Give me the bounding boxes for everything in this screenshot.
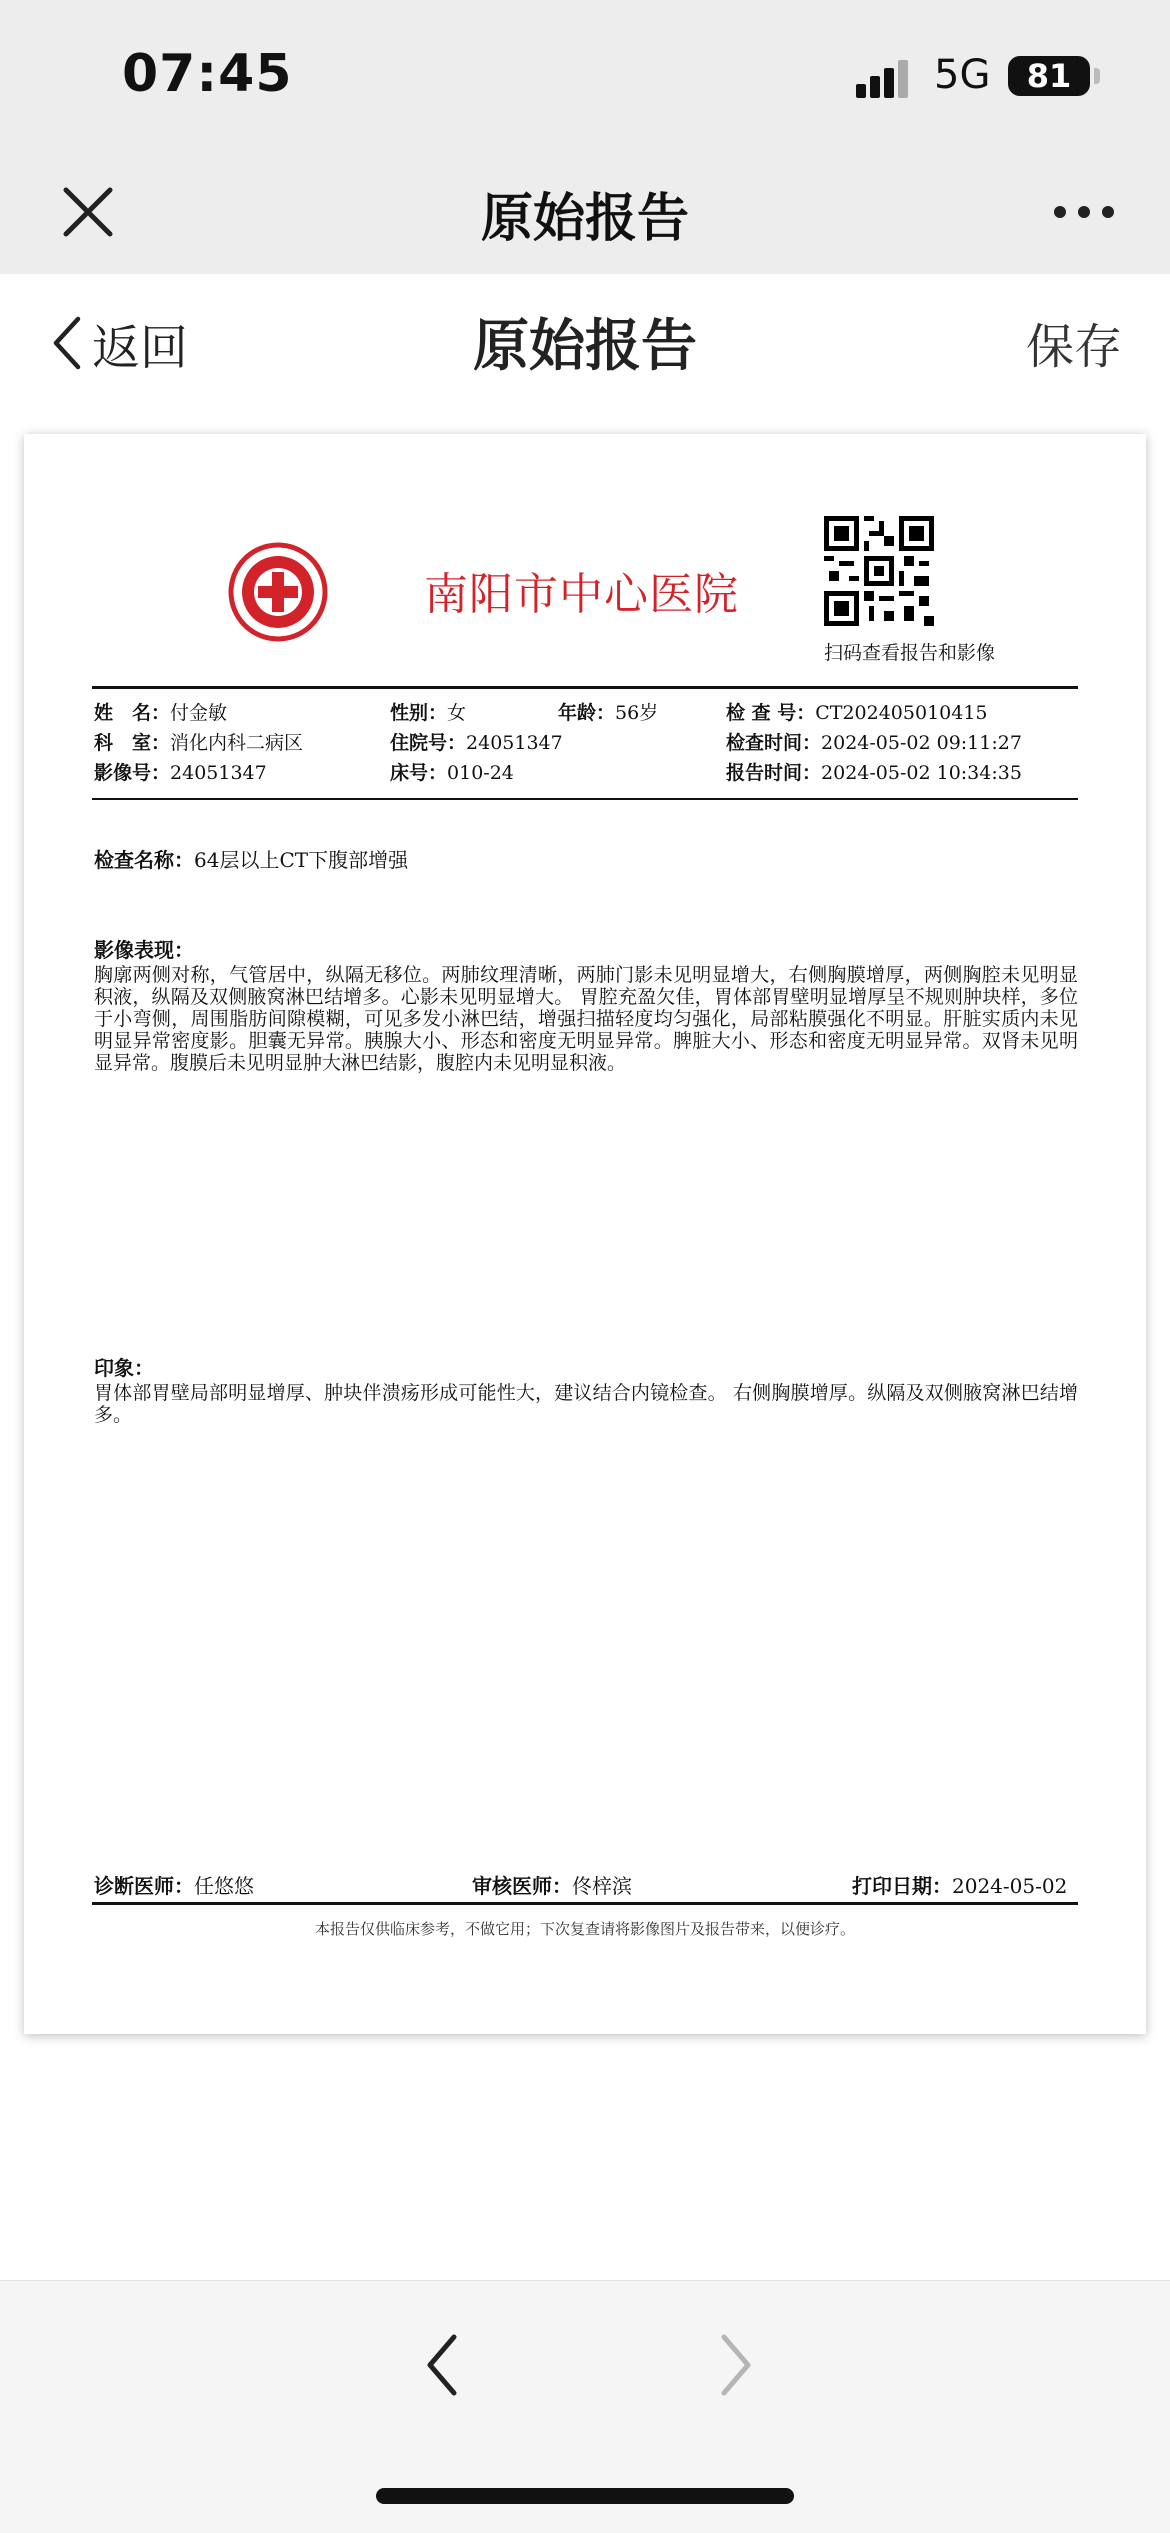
gender-value: 女: [447, 702, 467, 724]
info-rule: [92, 798, 1078, 800]
top-nav: [0, 150, 1170, 274]
dept-label: 科 室：: [94, 732, 171, 754]
doctor-value: 任悠悠: [194, 1874, 254, 1898]
home-indicator[interactable]: [376, 2488, 794, 2504]
inpatient-label: 住院号：: [390, 732, 467, 754]
impression-text: 胃体部胃壁局部明显增厚、肿块伴溃疡形成可能性大，建议结合内镜检查。 右侧胸膜增厚。纵隔及双侧腋窝淋巴结增多。: [94, 1382, 1078, 1426]
more-button[interactable]: [1052, 200, 1116, 224]
page-header: [0, 274, 1170, 414]
findings-text: 胸廓两侧对称，气管居中，纵隔无移位。两肺纹理清晰，两肺门影未见明显增大，右侧胸膜增厚，两侧胸腔未见明显积液，纵隔及双侧腋窝淋巴结增多。心影未见明显增大。 胃腔充盈欠佳，胃体部胃壁明显增厚呈不规则肿块样，多位于小弯侧，周围脂肪间隙模糊，可见多发小淋巴结，增强扫描轻度均匀强化，局部粘膜强化不明显。肝脏实质内未见明显异常密度影。胆囊无异常。胰腺大小、形态和密度无明显异常。脾脏大小、形态和密度无明显异常。双肾未见明显异常。腹膜后未见明显肿大淋巴结影，腹腔内未见明显积液。: [94, 964, 1078, 1074]
qr-code-icon[interactable]: [824, 516, 934, 626]
image-no-field: [94, 758, 267, 785]
print-date-value: 2024-05-02: [952, 1874, 1068, 1898]
exam-name-value: 64层以上CT下腹部增强: [194, 848, 409, 872]
dept-value: 消化内科二病区: [170, 732, 304, 754]
impression-label: 印象：: [94, 1356, 154, 1380]
inpatient-field: [390, 728, 563, 755]
network-type: 5G: [934, 52, 991, 98]
name-label: 姓 名：: [94, 702, 171, 724]
age-label: 年龄：: [558, 702, 616, 724]
inpatient-value: 24051347: [466, 732, 563, 754]
status-bar: [0, 0, 1170, 150]
hospital-logo-icon: [228, 542, 328, 642]
status-time: 07:45: [122, 44, 293, 104]
age-value: 56岁: [615, 702, 659, 724]
exam-time-value: 2024-05-02 09:11:27: [821, 732, 1022, 754]
patient-name-field: [94, 698, 227, 725]
doctor-label: 诊断医师：: [94, 1874, 194, 1898]
more-icon-dot: [1078, 206, 1090, 218]
doctor-field: [94, 1870, 254, 1899]
topnav-title: 原始报告: [480, 189, 689, 249]
exam-name-label: 检查名称：: [94, 848, 194, 872]
image-no-label: 影像号：: [94, 762, 171, 784]
disclaimer: 本报告仅供临床参考，不做它用；下次复查请将影像图片及报告带来，以便诊疗。: [314, 1920, 855, 1938]
page-title: 原始报告: [473, 314, 697, 379]
exam-no-label: 检 查 号：: [726, 702, 816, 724]
gender-label: 性别：: [390, 702, 448, 724]
back-label: 返回: [92, 319, 189, 376]
report-document: [24, 434, 1146, 2034]
dept-field: [94, 728, 303, 755]
bed-label: 床号：: [390, 762, 448, 784]
exam-time-label: 检查时间：: [726, 732, 822, 754]
bed-value: 010-24: [447, 762, 514, 784]
report-time-value: 2024-05-02 10:34:35: [821, 762, 1022, 784]
footer-rule: [92, 1902, 1078, 1905]
image-no-value: 24051347: [170, 762, 267, 784]
reviewer-label: 审核医师：: [472, 1874, 572, 1898]
qr-caption: 扫码查看报告和影像: [824, 642, 996, 664]
exam-no-value: CT202405010415: [815, 702, 988, 724]
signal-icon: [856, 58, 916, 98]
report-time-label: 报告时间：: [726, 762, 822, 784]
print-date-label: 打印日期：: [852, 1874, 952, 1898]
reviewer-field: [472, 1870, 632, 1899]
battery-tip: [1094, 68, 1100, 84]
age-field: [558, 698, 658, 725]
exam-time-field: [726, 728, 1022, 755]
print-date-field: [852, 1870, 1067, 1899]
next-page-button[interactable]: [706, 2325, 766, 2405]
gender-field: [390, 698, 466, 725]
findings-label: 影像表现：: [94, 938, 194, 962]
hospital-name: 南阳市中心医院: [424, 569, 739, 620]
chevron-right-icon: [706, 2325, 766, 2405]
name-value: 付金敏: [170, 702, 228, 724]
reviewer-value: 佟梓滨: [572, 1874, 632, 1898]
header-rule: [92, 686, 1078, 689]
more-icon: [1054, 206, 1066, 218]
exam-name-field: [94, 844, 408, 873]
save-button[interactable]: 保存: [1025, 319, 1122, 375]
chevron-left-icon: [412, 2325, 472, 2405]
bed-field: [390, 758, 514, 785]
more-icon-dot: [1102, 206, 1114, 218]
exam-no-field: [726, 698, 988, 725]
battery-icon: 81: [1008, 56, 1090, 96]
report-time-field: [726, 758, 1022, 785]
prev-page-button[interactable]: [412, 2325, 472, 2405]
